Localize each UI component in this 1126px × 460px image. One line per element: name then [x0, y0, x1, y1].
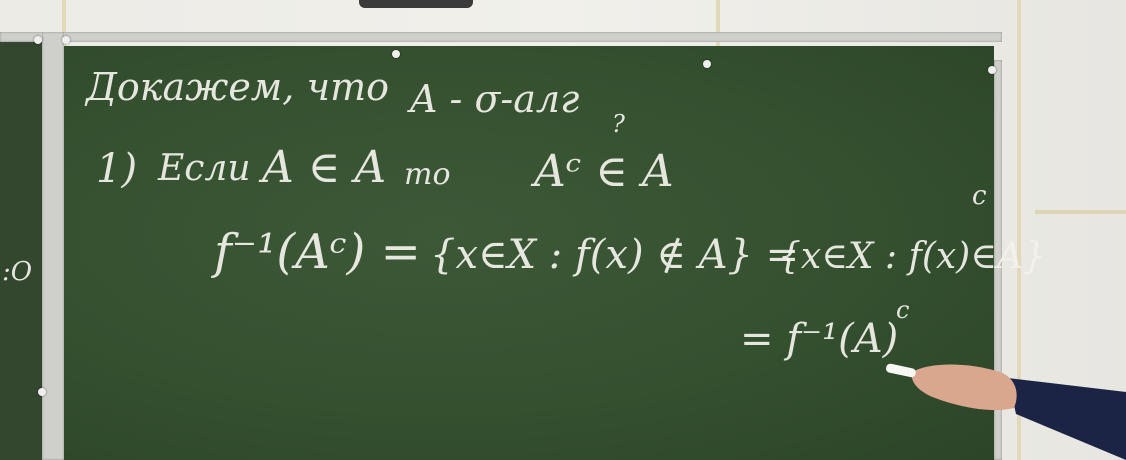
- line3-rhs: {x∈X : f(x)∈A}: [778, 236, 1046, 277]
- line4-equation: = f⁻¹(A): [740, 316, 899, 362]
- line2-question: ?: [612, 110, 625, 138]
- line4-complement: c: [896, 296, 910, 324]
- line1-text: Докажем, что: [86, 65, 390, 109]
- line1-math: A - σ-алг: [410, 77, 580, 121]
- line3-complement: c: [972, 181, 987, 211]
- line3-lhs: f⁻¹(Aᶜ) =: [214, 224, 421, 280]
- line2-condition: A ∈ A: [262, 142, 387, 193]
- line2-number: 1): [96, 146, 138, 192]
- line2-goal: Aᶜ ∈ A: [534, 146, 674, 197]
- lecturer-hand: [885, 363, 1126, 460]
- line2-text: Если: [158, 148, 251, 189]
- line2-then: то: [404, 157, 451, 192]
- left-panel-mark: :O: [2, 257, 33, 287]
- line3-middle: {x∈X : f(x) ∉ A} =: [430, 232, 800, 278]
